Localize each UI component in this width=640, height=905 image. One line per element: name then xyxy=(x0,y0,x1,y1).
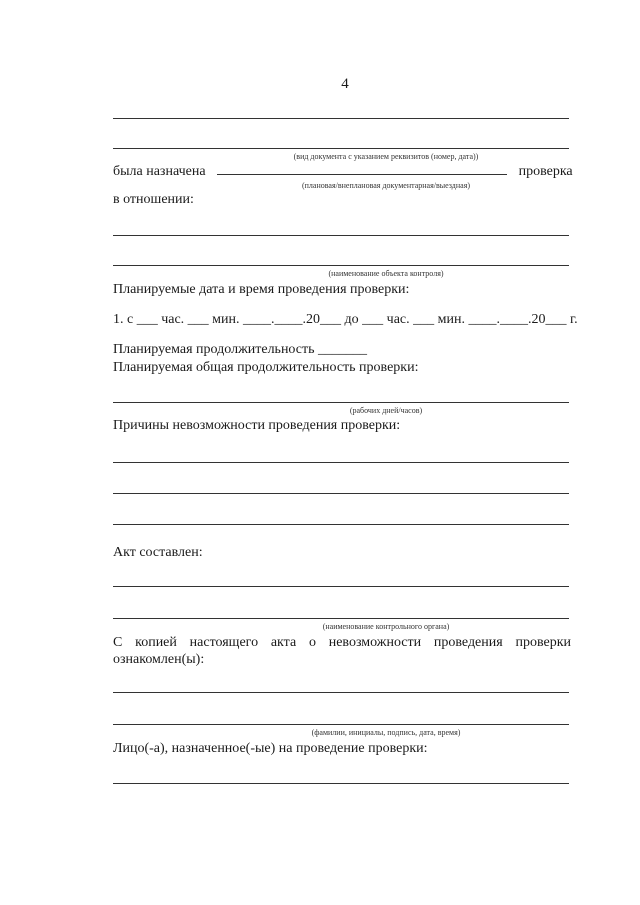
planned-duration-label[interactable]: Планируемая продолжительность _______ xyxy=(113,342,367,357)
object-line-2[interactable] xyxy=(113,265,569,266)
authority-line-1[interactable] xyxy=(113,586,569,587)
object-line-1[interactable] xyxy=(113,235,569,236)
doc-requisites-caption: (вид документа с указанием реквизитов (номер, дата)) xyxy=(293,152,479,161)
impossibility-reasons-label: Причины невозможности проведения проверки: xyxy=(113,418,401,433)
act-drawn-up-label: Акт составлен: xyxy=(113,545,203,560)
reasons-line-3[interactable] xyxy=(113,524,569,525)
reasons-line-2[interactable] xyxy=(113,493,569,494)
work-days-line[interactable] xyxy=(113,402,569,403)
doc-requisites-line-1[interactable] xyxy=(113,118,569,119)
appointed-person-label: Лицо(-а), назначенное(-ые) на проведение проверки: xyxy=(113,741,428,756)
reasons-line-1[interactable] xyxy=(113,462,569,463)
in-relation-to-label: в отношении: xyxy=(113,192,194,207)
acquainted-copy-label: С копией настоящего акта о невозможности проведения проверки ознакомлен(ы): xyxy=(113,635,571,667)
page-number: 4 xyxy=(341,76,349,92)
authority-line-2[interactable] xyxy=(113,618,569,619)
acquainted-line-1[interactable] xyxy=(113,692,569,693)
inspection-label: проверка xyxy=(518,164,573,179)
person-details-caption: (фамилии, инициалы, подпись, дата, время) xyxy=(311,728,461,737)
was-appointed-label: была назначена xyxy=(113,164,206,179)
object-name-caption: (наименование объекта контроля) xyxy=(328,269,444,278)
inspection-kind-caption: (плановая/внеплановая документарная/выездная) xyxy=(301,181,471,190)
inspection-kind-field[interactable] xyxy=(217,174,507,175)
planned-total-duration-label: Планируемая общая продолжительность проверки: xyxy=(113,360,419,375)
appointed-row xyxy=(113,164,573,180)
authority-caption: (наименование контрольного органа) xyxy=(322,622,450,631)
appointed-person-line[interactable] xyxy=(113,783,569,784)
planned-datetime-label: Планируемые дата и время проведения проверки: xyxy=(113,282,410,297)
schedule-line[interactable]: 1. с ___ час. ___ мин. ____.____.20___ до ___ час. ___ мин. ____.____.20___ г. xyxy=(113,312,578,327)
doc-requisites-line-2[interactable] xyxy=(113,148,569,149)
acquainted-line-2[interactable] xyxy=(113,724,569,725)
work-days-caption: (рабочих дней/часов) xyxy=(349,406,423,415)
